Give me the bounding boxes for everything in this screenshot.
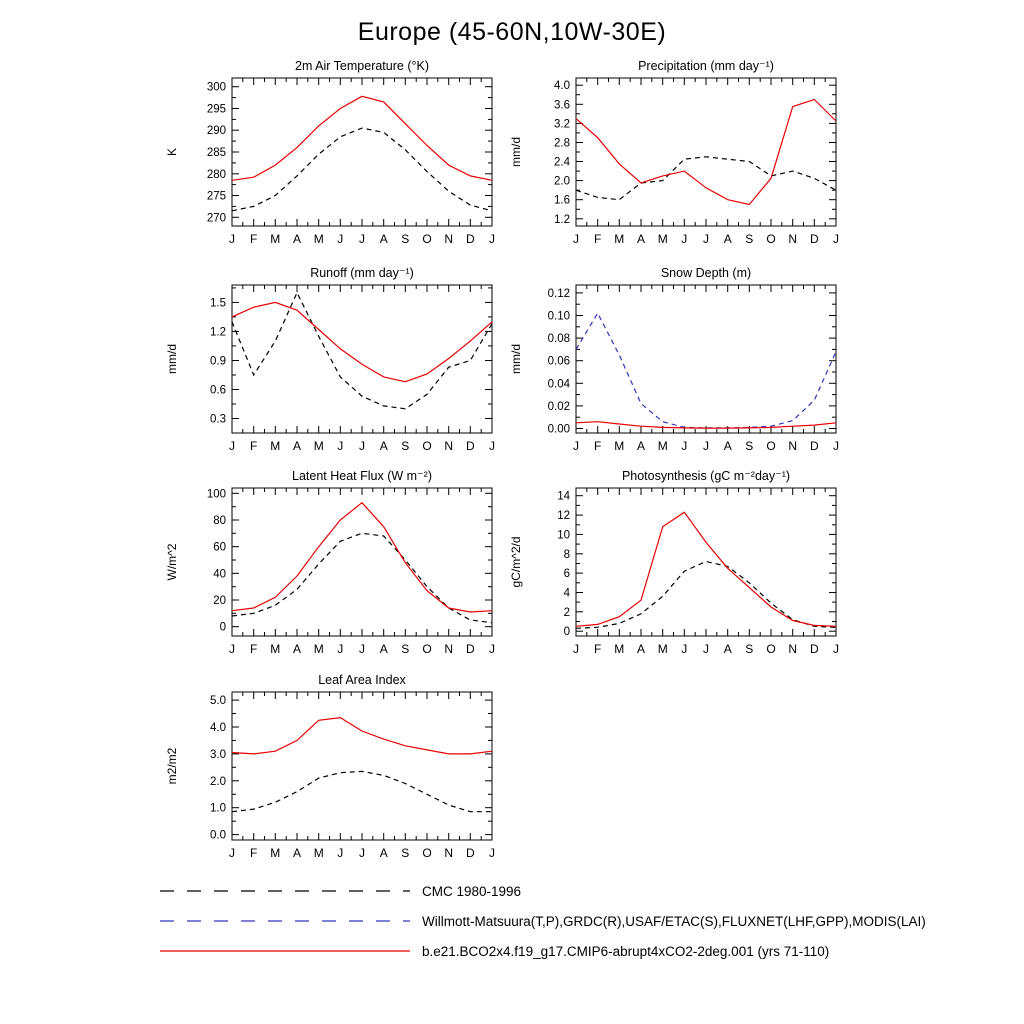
y-tick-labels [207, 488, 226, 633]
svg-text:J: J [229, 846, 235, 860]
svg-text:M: M [313, 642, 324, 656]
series-line-model [576, 100, 836, 205]
svg-text:290: 290 [206, 125, 226, 138]
svg-text:0.6: 0.6 [210, 384, 226, 397]
y-tick-labels [207, 82, 226, 225]
svg-text:S: S [401, 439, 410, 453]
chart-panel-4 [160, 464, 500, 669]
svg-text:N: N [444, 642, 454, 656]
svg-text:0.00: 0.00 [547, 423, 570, 436]
x-tick-labels [229, 642, 495, 656]
svg-text:2.0: 2.0 [210, 775, 226, 788]
svg-text:3.0: 3.0 [210, 748, 226, 761]
svg-text:J: J [681, 439, 688, 453]
series-line-model [232, 96, 492, 180]
svg-text:6: 6 [563, 568, 570, 581]
svg-text:100: 100 [206, 488, 226, 501]
svg-text:F: F [594, 642, 602, 656]
axis-ticks [232, 692, 492, 840]
svg-text:4: 4 [563, 587, 570, 600]
svg-text:1.5: 1.5 [210, 297, 226, 310]
svg-text:A: A [636, 232, 646, 246]
svg-text:4.0: 4.0 [210, 722, 226, 734]
svg-text:J: J [489, 846, 495, 860]
chart-svg [160, 261, 500, 461]
x-tick-labels [573, 439, 839, 453]
svg-text:F: F [594, 439, 602, 453]
svg-text:N: N [788, 439, 798, 453]
svg-text:3.2: 3.2 [554, 118, 570, 131]
svg-text:S: S [745, 232, 754, 246]
chart-panel-0 [160, 54, 500, 259]
svg-text:J: J [703, 642, 709, 656]
svg-text:0: 0 [563, 626, 570, 639]
legend-item [160, 914, 926, 928]
svg-text:A: A [723, 439, 732, 453]
legend-item [160, 944, 829, 958]
svg-text:4.0: 4.0 [554, 80, 570, 93]
svg-text:0.3: 0.3 [210, 413, 226, 426]
svg-text:J: J [229, 439, 235, 453]
svg-text:J: J [833, 232, 839, 246]
svg-text:60: 60 [213, 541, 226, 554]
x-tick-labels [573, 642, 839, 656]
axis-ticks [576, 285, 836, 433]
legend-line-sample [160, 915, 410, 927]
plot-frame [232, 285, 492, 433]
chart-panel-3 [504, 261, 844, 466]
axis-ticks [232, 78, 492, 226]
chart-panel-6 [160, 668, 500, 873]
svg-text:M: M [270, 439, 281, 453]
svg-text:N: N [444, 846, 454, 860]
svg-text:J: J [337, 232, 344, 246]
svg-text:M: M [657, 642, 668, 656]
svg-text:1.2: 1.2 [554, 213, 570, 226]
svg-text:280: 280 [206, 168, 226, 181]
plot-frame [576, 488, 836, 636]
svg-text:0.02: 0.02 [547, 400, 570, 413]
svg-text:M: M [270, 846, 281, 860]
svg-text:J: J [703, 232, 709, 246]
svg-text:M: M [313, 439, 324, 453]
svg-text:F: F [250, 642, 258, 656]
svg-text:D: D [465, 642, 475, 656]
svg-text:F: F [250, 439, 258, 453]
svg-text:1.2: 1.2 [210, 326, 226, 339]
y-axis-label: gC/m^2/d [509, 536, 523, 588]
figure-title: Europe (45-60N,10W-30E) [357, 18, 667, 46]
y-tick-labels [548, 288, 571, 436]
svg-text:D: D [465, 439, 475, 453]
plot-frame [232, 488, 492, 636]
chart-panel-1 [504, 54, 844, 259]
svg-text:40: 40 [213, 568, 226, 581]
panel-title: 2m Air Temperature (°K) [295, 59, 429, 73]
series-line-observation [232, 771, 492, 811]
svg-text:S: S [745, 642, 754, 656]
axis-ticks [576, 78, 836, 226]
svg-text:J: J [681, 642, 688, 656]
svg-text:0: 0 [219, 621, 226, 634]
svg-text:F: F [594, 232, 602, 246]
svg-text:J: J [337, 846, 344, 860]
svg-text:0.12: 0.12 [547, 287, 570, 300]
svg-text:3.6: 3.6 [554, 99, 570, 112]
svg-text:A: A [379, 232, 388, 246]
svg-text:D: D [809, 642, 819, 656]
svg-text:N: N [444, 232, 454, 246]
y-tick-labels [210, 695, 226, 842]
svg-text:D: D [465, 232, 475, 246]
plot-frame [576, 78, 836, 226]
series-line-model [576, 512, 836, 626]
svg-text:A: A [379, 439, 388, 453]
svg-text:A: A [379, 642, 388, 656]
svg-text:14: 14 [557, 490, 570, 503]
svg-text:N: N [788, 232, 798, 246]
legend-line-sample [160, 945, 410, 957]
svg-text:8: 8 [563, 548, 570, 561]
panel-title: Latent Heat Flux (W m⁻²) [292, 469, 432, 483]
svg-text:O: O [422, 642, 432, 656]
svg-text:10: 10 [557, 529, 570, 542]
svg-text:J: J [703, 439, 709, 453]
svg-text:S: S [745, 439, 754, 453]
svg-text:M: M [313, 232, 324, 246]
svg-text:2: 2 [563, 606, 570, 619]
plot-frame [576, 285, 836, 433]
svg-text:1.0: 1.0 [210, 802, 226, 815]
svg-text:J: J [359, 846, 365, 860]
svg-text:A: A [292, 846, 302, 860]
panel-title: Photosynthesis (gC m⁻²day⁻¹) [621, 469, 791, 483]
svg-text:N: N [444, 439, 454, 453]
y-axis-label: mm/d [509, 344, 523, 374]
svg-text:O: O [766, 232, 776, 246]
svg-text:J: J [489, 232, 495, 246]
svg-text:J: J [833, 439, 839, 453]
x-tick-labels [229, 846, 495, 860]
svg-text:0.0: 0.0 [210, 829, 226, 842]
svg-text:0.10: 0.10 [547, 310, 570, 323]
svg-text:0.06: 0.06 [547, 355, 570, 368]
svg-text:A: A [723, 232, 732, 246]
series-line-model [232, 718, 492, 754]
svg-text:A: A [379, 846, 388, 860]
axis-ticks [232, 488, 492, 636]
x-tick-labels [229, 439, 495, 453]
x-tick-labels [229, 232, 495, 246]
svg-text:O: O [422, 232, 432, 246]
chart-svg [160, 54, 500, 254]
svg-text:J: J [337, 642, 344, 656]
svg-text:2.8: 2.8 [554, 137, 570, 150]
svg-text:A: A [636, 642, 646, 656]
svg-text:80: 80 [213, 515, 226, 527]
svg-text:J: J [681, 232, 688, 246]
chart-svg [504, 261, 844, 461]
y-tick-labels [554, 80, 571, 226]
svg-text:J: J [359, 232, 365, 246]
svg-text:J: J [359, 642, 365, 656]
axis-ticks [576, 488, 836, 636]
series-line-observation [576, 157, 836, 200]
svg-text:J: J [573, 232, 579, 246]
plot-frame [232, 78, 492, 226]
svg-text:S: S [401, 232, 410, 246]
svg-text:J: J [573, 439, 579, 453]
svg-text:2.4: 2.4 [554, 156, 570, 169]
x-tick-labels [573, 232, 839, 246]
svg-text:O: O [422, 439, 432, 453]
svg-text:F: F [250, 846, 258, 860]
svg-text:J: J [337, 439, 344, 453]
svg-text:1.6: 1.6 [554, 194, 570, 207]
plot-frame [232, 692, 492, 840]
svg-text:M: M [313, 846, 324, 860]
svg-text:S: S [401, 846, 410, 860]
svg-text:F: F [250, 232, 258, 246]
svg-text:M: M [614, 439, 625, 453]
svg-text:M: M [657, 439, 668, 453]
svg-text:A: A [723, 642, 732, 656]
chart-svg [504, 54, 844, 254]
series-line-model [232, 503, 492, 612]
panel-title: Snow Depth (m) [660, 266, 752, 280]
series-line-observation [232, 128, 492, 211]
svg-text:M: M [614, 232, 625, 246]
y-tick-labels [210, 297, 226, 425]
svg-text:5.0: 5.0 [210, 695, 226, 708]
svg-text:2.0: 2.0 [554, 175, 570, 188]
y-axis-label: K [165, 147, 179, 157]
svg-text:A: A [292, 232, 302, 246]
series-line-model [232, 302, 492, 381]
chart-panel-5 [504, 464, 844, 669]
series-line-observation [232, 293, 492, 409]
svg-text:285: 285 [206, 147, 226, 159]
svg-text:D: D [465, 846, 475, 860]
legend-label: b.e21.BCO2x4.f19_g17.CMIP6-abrupt4xCO2-2deg.001 (yrs 71-110) [422, 943, 830, 959]
panel-title: Precipitation (mm day⁻¹) [638, 59, 774, 73]
svg-text:20: 20 [213, 595, 226, 607]
svg-text:J: J [489, 439, 495, 453]
svg-text:M: M [270, 232, 281, 246]
legend-line-sample [160, 885, 410, 897]
svg-text:295: 295 [206, 103, 226, 116]
svg-text:A: A [292, 439, 302, 453]
legend-label: CMC 1980-1996 [422, 883, 522, 899]
svg-text:O: O [766, 439, 776, 453]
series-line-observation [576, 313, 836, 428]
svg-text:O: O [422, 846, 432, 860]
svg-text:S: S [401, 642, 410, 656]
svg-text:J: J [359, 439, 365, 453]
svg-text:J: J [229, 642, 235, 656]
chart-panel-2 [160, 261, 500, 466]
svg-text:A: A [636, 439, 646, 453]
y-axis-label: m2/m2 [165, 747, 179, 785]
svg-text:0.9: 0.9 [210, 355, 226, 368]
svg-text:J: J [573, 642, 579, 656]
axis-ticks [232, 285, 492, 433]
svg-text:N: N [788, 642, 798, 656]
chart-svg [504, 464, 844, 664]
svg-text:270: 270 [206, 212, 226, 225]
svg-text:D: D [809, 232, 819, 246]
svg-text:275: 275 [206, 190, 226, 203]
y-axis-label: mm/d [509, 137, 523, 167]
panel-title: Leaf Area Index [318, 673, 406, 687]
svg-text:0.08: 0.08 [547, 333, 570, 346]
svg-text:A: A [292, 642, 302, 656]
svg-text:0.04: 0.04 [547, 378, 570, 391]
chart-svg [160, 668, 500, 868]
svg-text:J: J [833, 642, 839, 656]
legend-label: Willmott-Matsuura(T,P),GRDC(R),USAF/ETAC(S),FLUXNET(LHF,GPP),MODIS(LAI) [422, 913, 926, 929]
svg-text:M: M [614, 642, 625, 656]
svg-text:300: 300 [206, 81, 226, 94]
svg-text:M: M [270, 642, 281, 656]
chart-svg [160, 464, 500, 664]
svg-text:M: M [657, 232, 668, 246]
svg-text:J: J [229, 232, 235, 246]
svg-text:J: J [489, 642, 495, 656]
svg-text:O: O [766, 642, 776, 656]
panel-title: Runoff (mm day⁻¹) [310, 266, 414, 280]
y-axis-label: mm/d [165, 344, 179, 374]
y-tick-labels [557, 491, 570, 639]
y-axis-label: W/m^2 [165, 543, 179, 581]
svg-text:D: D [809, 439, 819, 453]
svg-text:12: 12 [557, 510, 570, 523]
legend-item [160, 884, 521, 898]
